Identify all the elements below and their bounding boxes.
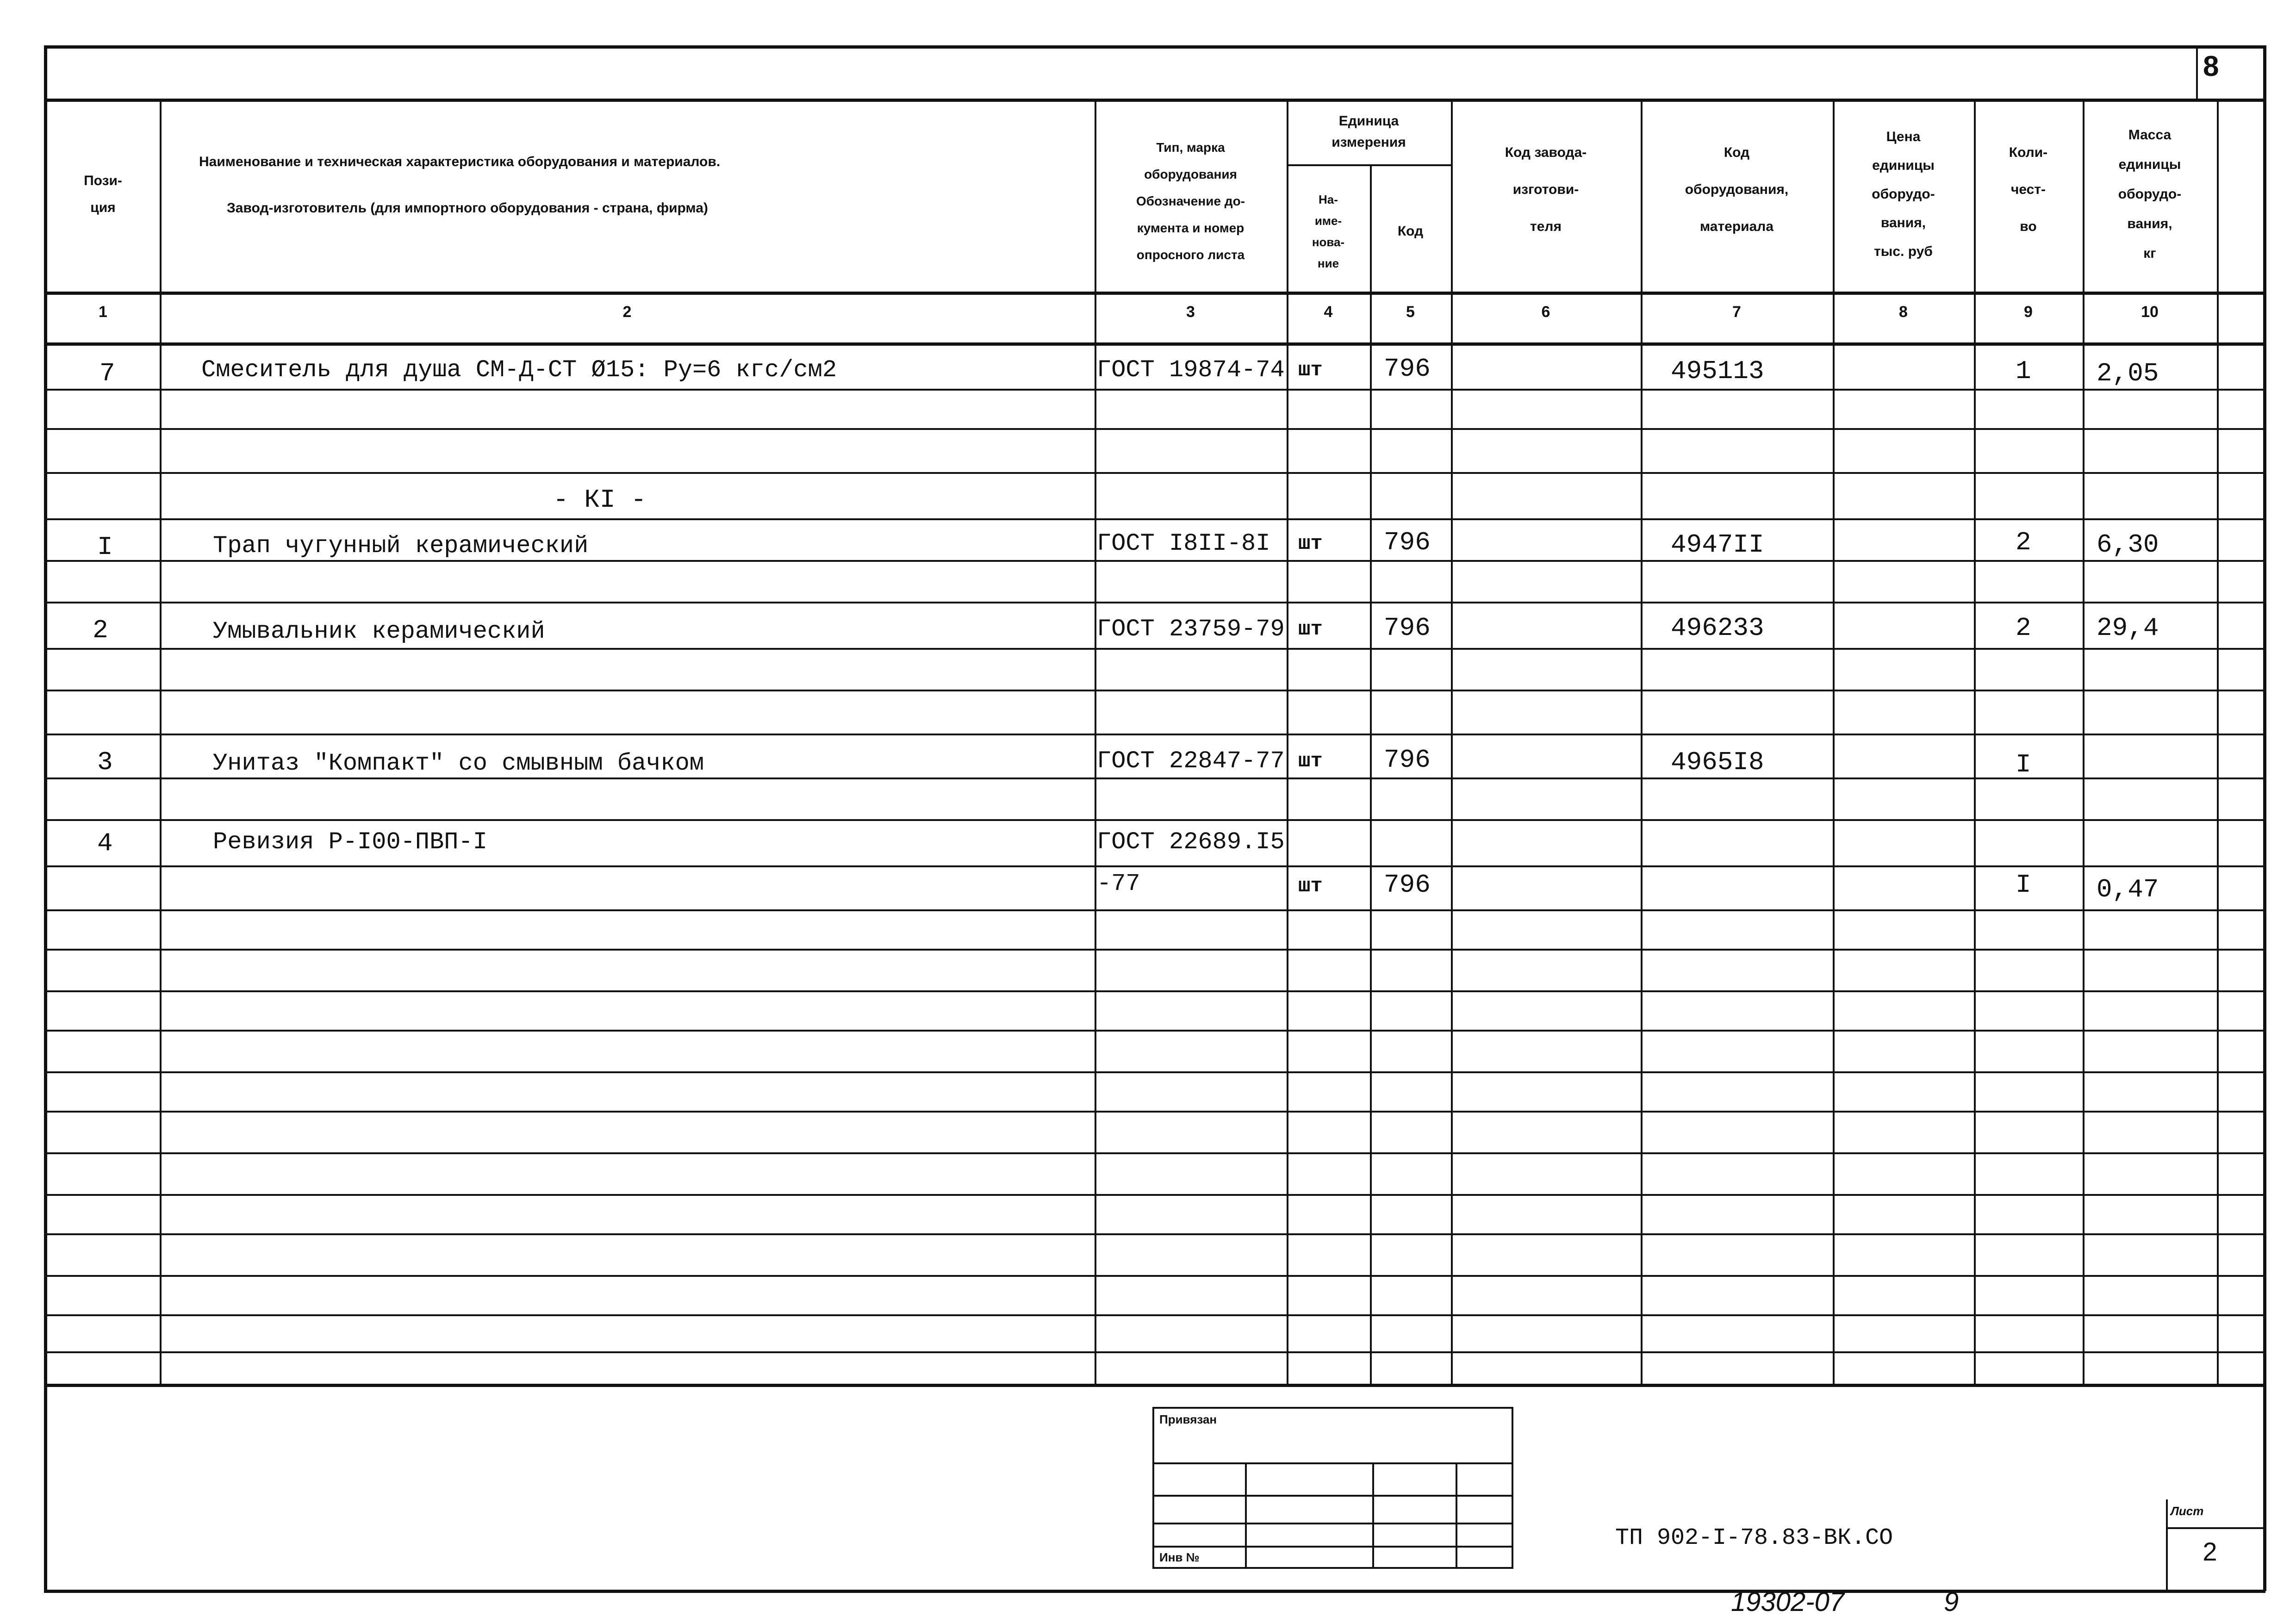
linked-stamp-line2 [1152,1495,1513,1497]
row1-name: Смеситель для душа СМ-Д-СТ Ø15: Ру=6 кгс/см2 [201,356,837,384]
row3-unit-code: 796 [1384,613,1431,643]
row4-code: 4965I8 [1671,747,1764,777]
row-line [46,518,2263,520]
row-line [46,1314,2263,1316]
row-line [46,1275,2263,1277]
row5-doc: ГОСТ 22689.I5 [1097,828,1285,856]
row3-name: Умывальник керамический [213,618,545,645]
row4-doc: ГОСТ 22847-77 [1097,747,1285,775]
row-line [46,648,2263,650]
colnum-2: 2 [622,303,632,321]
row-line [46,560,2263,562]
header-bottom-line [44,292,2265,295]
row5-qty: I [2016,870,2031,900]
footer-page: 9 [1944,1587,1959,1617]
row5-unit: шт [1298,875,1323,898]
linked-label: Привязан [1159,1412,1217,1426]
row-line [46,472,2263,474]
col-line-2 [1095,99,1096,1385]
row5-position: 4 [97,828,113,858]
row-line [46,1233,2263,1235]
row4-position: 3 [97,747,113,777]
row4-unit: шт [1298,750,1323,773]
unit-group-divider [1287,164,1451,166]
row2-code: 4947II [1671,530,1764,560]
col-line-3 [1287,99,1288,1385]
row3-code: 496233 [1671,613,1764,643]
row-line [46,602,2263,603]
sheet-number: 2 [2203,1537,2217,1566]
document-code: ТП 902-I-78.83-ВК.СО [1615,1525,1893,1551]
frame-left [44,45,47,1591]
col-line-8 [1974,99,1976,1385]
row2-unit: шт [1298,532,1323,555]
footer-code: 19302-07 [1731,1587,1845,1617]
row-line [46,949,2263,951]
col-line-4 [1370,164,1372,1385]
row3-qty: 2 [2016,613,2031,643]
row1-code: 495113 [1671,356,1764,386]
row2-position: I [97,532,113,562]
row3-doc: ГОСТ 23759-79 [1097,616,1285,643]
colnum-5: 5 [1406,303,1415,321]
col-line-1 [160,99,162,1385]
header-unit-name: На- име- нова- ние [1312,193,1345,270]
header-name-line1: Наименование и техническая характеристика оборудования и материалов. [199,154,721,169]
row-line [46,1152,2263,1154]
row-line [46,819,2263,821]
header-factory-code: Код завода- изготови- теля [1505,145,1587,234]
row4-name: Унитаз "Компакт" со смывным бачком [213,750,704,777]
row-line [46,1030,2263,1032]
sheet-label: Лист [2171,1504,2204,1518]
header-unit-code: Код [1397,224,1424,239]
inventory-label: Инв № [1159,1550,1200,1564]
row1-unit: шт [1298,359,1323,382]
row2-unit-code: 796 [1384,528,1431,557]
row4-unit-code: 796 [1384,745,1431,775]
row-line [46,865,2263,867]
colnum-bottom-line [44,342,2265,346]
linked-stamp-col3 [1456,1462,1457,1569]
header-price: Цена единицы оборудо- вания, тыс. руб [1872,129,1935,259]
row5-unit-code: 796 [1384,870,1431,900]
linked-stamp-col2 [1372,1462,1374,1569]
row-line [46,990,2263,992]
colnum-1: 1 [99,303,107,321]
row2-qty: 2 [2016,528,2031,557]
row1-position: 7 [100,359,115,388]
row-line [46,909,2263,911]
header-position: Пози- ция [84,173,122,215]
frame-top [44,45,2265,49]
col-line-7 [1833,99,1835,1385]
row4-qty: I [2016,750,2031,779]
header-type-doc: Тип, марка оборудования Обозначение до- кумента и номер опросного листа [1136,140,1245,262]
sheet-box-mid [2166,1527,2265,1529]
row2-name: Трап чугунный керамический [213,532,589,560]
col-line-6 [1641,99,1643,1385]
row5-name: Ревизия Р-I00-ПВП-I [213,828,487,856]
row2-doc: ГОСТ I8II-8I [1097,530,1270,557]
row-line [46,1071,2263,1073]
colnum-8: 8 [1899,303,1908,321]
linked-stamp-col1 [1245,1462,1247,1569]
row-line [46,690,2263,691]
row-line [46,1351,2263,1353]
header-quantity: Коли- чест- во [2009,145,2048,234]
row3-position: 2 [93,616,108,645]
sheet-box-left [2166,1499,2168,1590]
frame-right [2263,45,2266,1591]
col-line-5 [1451,99,1453,1385]
sheet-marker-divider [2196,45,2198,99]
col-line-9 [2083,99,2084,1385]
row3-mass: 29,4 [2097,613,2159,643]
row-line [46,428,2263,430]
header-top-line [44,99,2265,102]
linked-stamp-line3 [1152,1523,1513,1524]
header-unit-group: Единица измерения [1332,113,1406,150]
row-line [46,389,2263,391]
row1-doc: ГОСТ 19874-74 [1097,356,1285,384]
row1-qty: 1 [2016,356,2031,386]
row-line [46,1194,2263,1196]
colnum-4: 4 [1324,303,1333,321]
header-name-line2: Завод-изготовитель (для импортного оборудования - страна, фирма) [227,200,708,216]
header-mass: Масса единицы оборудо- вания, кг [2118,127,2182,261]
row-line [46,777,2263,779]
row3-unit: шт [1298,618,1323,641]
row1-mass: 2,05 [2097,359,2159,388]
row1-unit-code: 796 [1384,354,1431,384]
row-line [46,1111,2263,1113]
colnum-3: 3 [1186,303,1195,321]
colnum-7: 7 [1732,303,1741,321]
col-line-10 [2217,99,2219,1385]
row5-doc-continued: -77 [1097,870,1140,897]
row-line [46,734,2263,735]
row2-mass: 6,30 [2097,530,2159,560]
linked-stamp [1152,1407,1513,1569]
colnum-10: 10 [2141,303,2159,321]
colnum-6: 6 [1541,303,1550,321]
sheet-marker: 8 [2203,50,2219,82]
frame-bottom [44,1590,2265,1593]
linked-stamp-line4 [1152,1546,1513,1548]
row5-mass: 0,47 [2097,875,2159,904]
linked-stamp-line1 [1152,1462,1513,1464]
section-title: - КI - [553,485,647,515]
table-bottom-line [44,1384,2265,1387]
colnum-9: 9 [2024,303,2033,321]
header-equipment-code: Код оборудования, материала [1685,145,1789,234]
